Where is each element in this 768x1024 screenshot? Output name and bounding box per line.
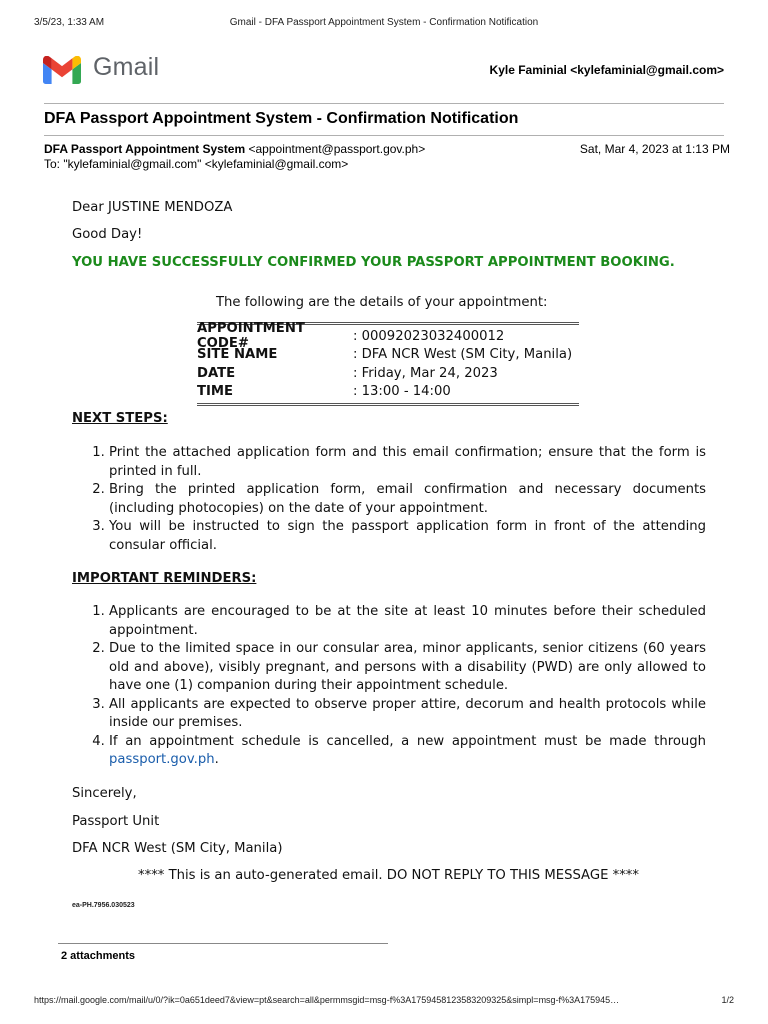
passport-link[interactable]: passport.gov.ph [109, 752, 215, 767]
divider [58, 943, 388, 944]
divider [44, 135, 724, 136]
reminder-end: . [214, 752, 219, 767]
signature-unit: Passport Unit [72, 814, 160, 829]
divider [44, 103, 724, 104]
success-message: YOU HAVE SUCCESSFULLY CONFIRMED YOUR PASSPORT APPOINTMENT BOOKING. [72, 255, 675, 270]
account-name: Kyle Faminial <kylefaminial@gmail.com> [489, 63, 724, 77]
time-row [197, 383, 579, 402]
reminders-list [72, 603, 706, 770]
site-name-row [197, 346, 579, 365]
list-item: 2. Due to the limited space in our consular area, minor applicants, senior citizens (60 years old and above), visibly pregnant, and persons with a disability (PWD) are only allowed to have one (1) companion during their appointment schedule. [109, 640, 706, 696]
recipient: To: "kylefaminial@gmail.com" <kylefaminial@gmail.com> [44, 157, 349, 171]
reminders-heading: IMPORTANT REMINDERS: [72, 571, 257, 586]
list-item: 1. Applicants are encouraged to be at the site at least 10 minutes before their scheduled appointment. [109, 603, 706, 640]
gmail-wordmark: Gmail [93, 53, 160, 81]
date-row [197, 364, 579, 383]
page-number: 1/2 [721, 995, 734, 1005]
signature-site: DFA NCR West (SM City, Manila) [72, 841, 283, 856]
appointment-label: SITE NAME [197, 347, 278, 363]
reference-id: ea-PH.7956.030523 [72, 902, 135, 909]
appointment-value: : Friday, Mar 24, 2023 [353, 365, 498, 381]
appointment-value: : DFA NCR West (SM City, Manila) [353, 347, 573, 363]
footer-url: https://mail.google.com/mail/u/0/?ik=0a651deed7&view=pt&search=all&permmsgid=msg-f%3A1759458123583209325&simpl=msg-f%3A175945… [34, 995, 620, 1005]
next-steps-list [72, 444, 706, 555]
greeting: Dear JUSTINE MENDOZA [72, 200, 233, 215]
print-title: Gmail - DFA Passport Appointment System - Confirmation Notification [229, 17, 539, 28]
details-intro: The following are the details of your appointment: [216, 295, 548, 310]
next-steps-heading: NEXT STEPS: [72, 411, 168, 426]
appointment-label: APPOINTMENT CODE# [197, 321, 305, 352]
sender-address: <appointment@passport.gov.ph> [248, 142, 426, 156]
print-datetime: 3/5/23, 1:33 AM [34, 17, 105, 28]
appointment-table [197, 322, 579, 406]
email-meta [44, 142, 734, 172]
appointment-label: TIME [197, 384, 234, 400]
list-item: 3. All applicants are expected to observe proper attire, decorum and health protocols while inside our premises. [109, 696, 706, 733]
email-subject: DFA Passport Appointment System - Confirmation Notification [44, 110, 519, 127]
email-date: Sat, Mar 4, 2023 at 1:13 PM [579, 142, 730, 156]
sender-name: DFA Passport Appointment System [44, 142, 246, 156]
appointment-label: DATE [197, 365, 236, 381]
sign-off: Sincerely, [72, 786, 137, 801]
reminder-text: If an appointment schedule is cancelled, a new appointment must be made through [109, 733, 706, 749]
appointment-code-row [197, 321, 579, 352]
list-item: 3. You will be instructed to sign the passport application form in front of the attending consular official. [109, 518, 706, 555]
appointment-value: : 13:00 - 14:00 [353, 384, 451, 400]
appointment-value: : 00092023032400012 [353, 328, 505, 344]
attachments-count[interactable]: 2 attachments [61, 950, 135, 962]
auto-generated-note: **** This is an auto-generated email. DO NOT REPLY TO THIS MESSAGE **** [138, 868, 639, 883]
gmail-logo-icon [43, 56, 81, 84]
list-item: 2. Bring the printed application form, email confirmation and necessary documents (including photocopies) on the date of your appointment. [109, 481, 706, 518]
list-item: 1. Print the attached application form and this email confirmation; ensure that the form is printed in full. [109, 444, 706, 481]
good-day: Good Day! [72, 227, 143, 242]
list-item [109, 733, 706, 770]
